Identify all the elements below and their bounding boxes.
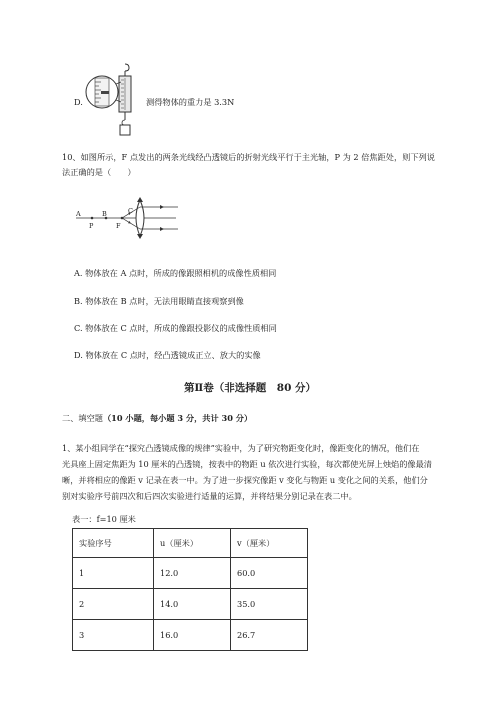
section2-heading-detail: （10 小题，每小题 3 分，共计 30 分） bbox=[102, 413, 253, 423]
table-header-row bbox=[73, 529, 308, 558]
spring-scale-figure bbox=[80, 62, 150, 137]
q10-option-a: A. 物体放在 A 点时，所成的像跟照相机的成像性质相同 bbox=[74, 268, 277, 278]
label-F: F bbox=[116, 222, 121, 230]
table-row bbox=[73, 589, 308, 620]
table-cell: 16.0 bbox=[154, 620, 231, 651]
q10-option-d: D. 物体放在 C 点时，经凸透镜成正立、放大的实像 bbox=[74, 350, 261, 360]
table-header-cell: u（厘米） bbox=[154, 529, 231, 558]
table-row bbox=[73, 620, 308, 651]
option-d-text: 测得物体的重力是 3.3N bbox=[146, 97, 235, 107]
q10-stem-line1: 10、如图所示，F 点发出的两条光线经凸透镜后的折射光线平行于主光轴，P 为 2 倍焦距处，则下列说 bbox=[62, 152, 435, 162]
section2-heading bbox=[62, 413, 252, 424]
table-cell: 26.7 bbox=[231, 620, 308, 651]
table-header-cell: 实验序号 bbox=[73, 529, 154, 558]
q10-stem-line2: 法正确的是（ ） bbox=[62, 167, 136, 177]
label-B: B bbox=[102, 210, 107, 218]
label-P: P bbox=[89, 222, 94, 230]
table-cell: 14.0 bbox=[154, 589, 231, 620]
table-header-cell: v（厘米） bbox=[231, 529, 308, 558]
part2-title: 第Ⅱ卷（非选择题 80 分） bbox=[183, 382, 317, 394]
table-cell: 12.0 bbox=[154, 558, 231, 589]
table-cell: 1 bbox=[73, 558, 154, 589]
label-C: C bbox=[128, 207, 133, 215]
q1-line2: 光具座上固定焦距为 10 厘米的凸透镜，按表中的物距 u 依次进行实验，每次都使光屏上烛焰的像最清 bbox=[62, 459, 432, 469]
table-cell: 2 bbox=[73, 589, 154, 620]
section2-heading-prefix: 二、填空题 bbox=[62, 413, 103, 423]
table-cell: 3 bbox=[73, 620, 154, 651]
option-d-letter: D. bbox=[74, 97, 83, 107]
table1-caption: 表一：f=10 厘米 bbox=[72, 514, 136, 524]
label-A: A bbox=[76, 210, 81, 218]
table-row bbox=[73, 558, 308, 589]
convex-lens-diagram bbox=[72, 196, 182, 250]
q10-option-c: C. 物体放在 C 点时，所成的像跟投影仪的成像性质相同 bbox=[74, 323, 277, 333]
q10-option-b: B. 物体放在 B 点时，无法用眼睛直接观察到像 bbox=[74, 296, 244, 306]
q1-line4: 别对实验序号前四次和后四次实验进行适量的运算，并将结果分别记录在表二中。 bbox=[62, 491, 357, 501]
table-cell: 35.0 bbox=[231, 589, 308, 620]
q1-line3: 晰，并将相应的像距 v 记录在表一中。为了进一步探究像距 v 变化与物距 u 变化之间的关系，他们分 bbox=[62, 475, 428, 485]
q1-line1: 1、某小组同学在“探究凸透镜成像的规律”实验中，为了研究物距变化时，像距变化的情况，他们在 bbox=[62, 443, 420, 453]
table1 bbox=[72, 528, 308, 651]
table-cell: 60.0 bbox=[231, 558, 308, 589]
